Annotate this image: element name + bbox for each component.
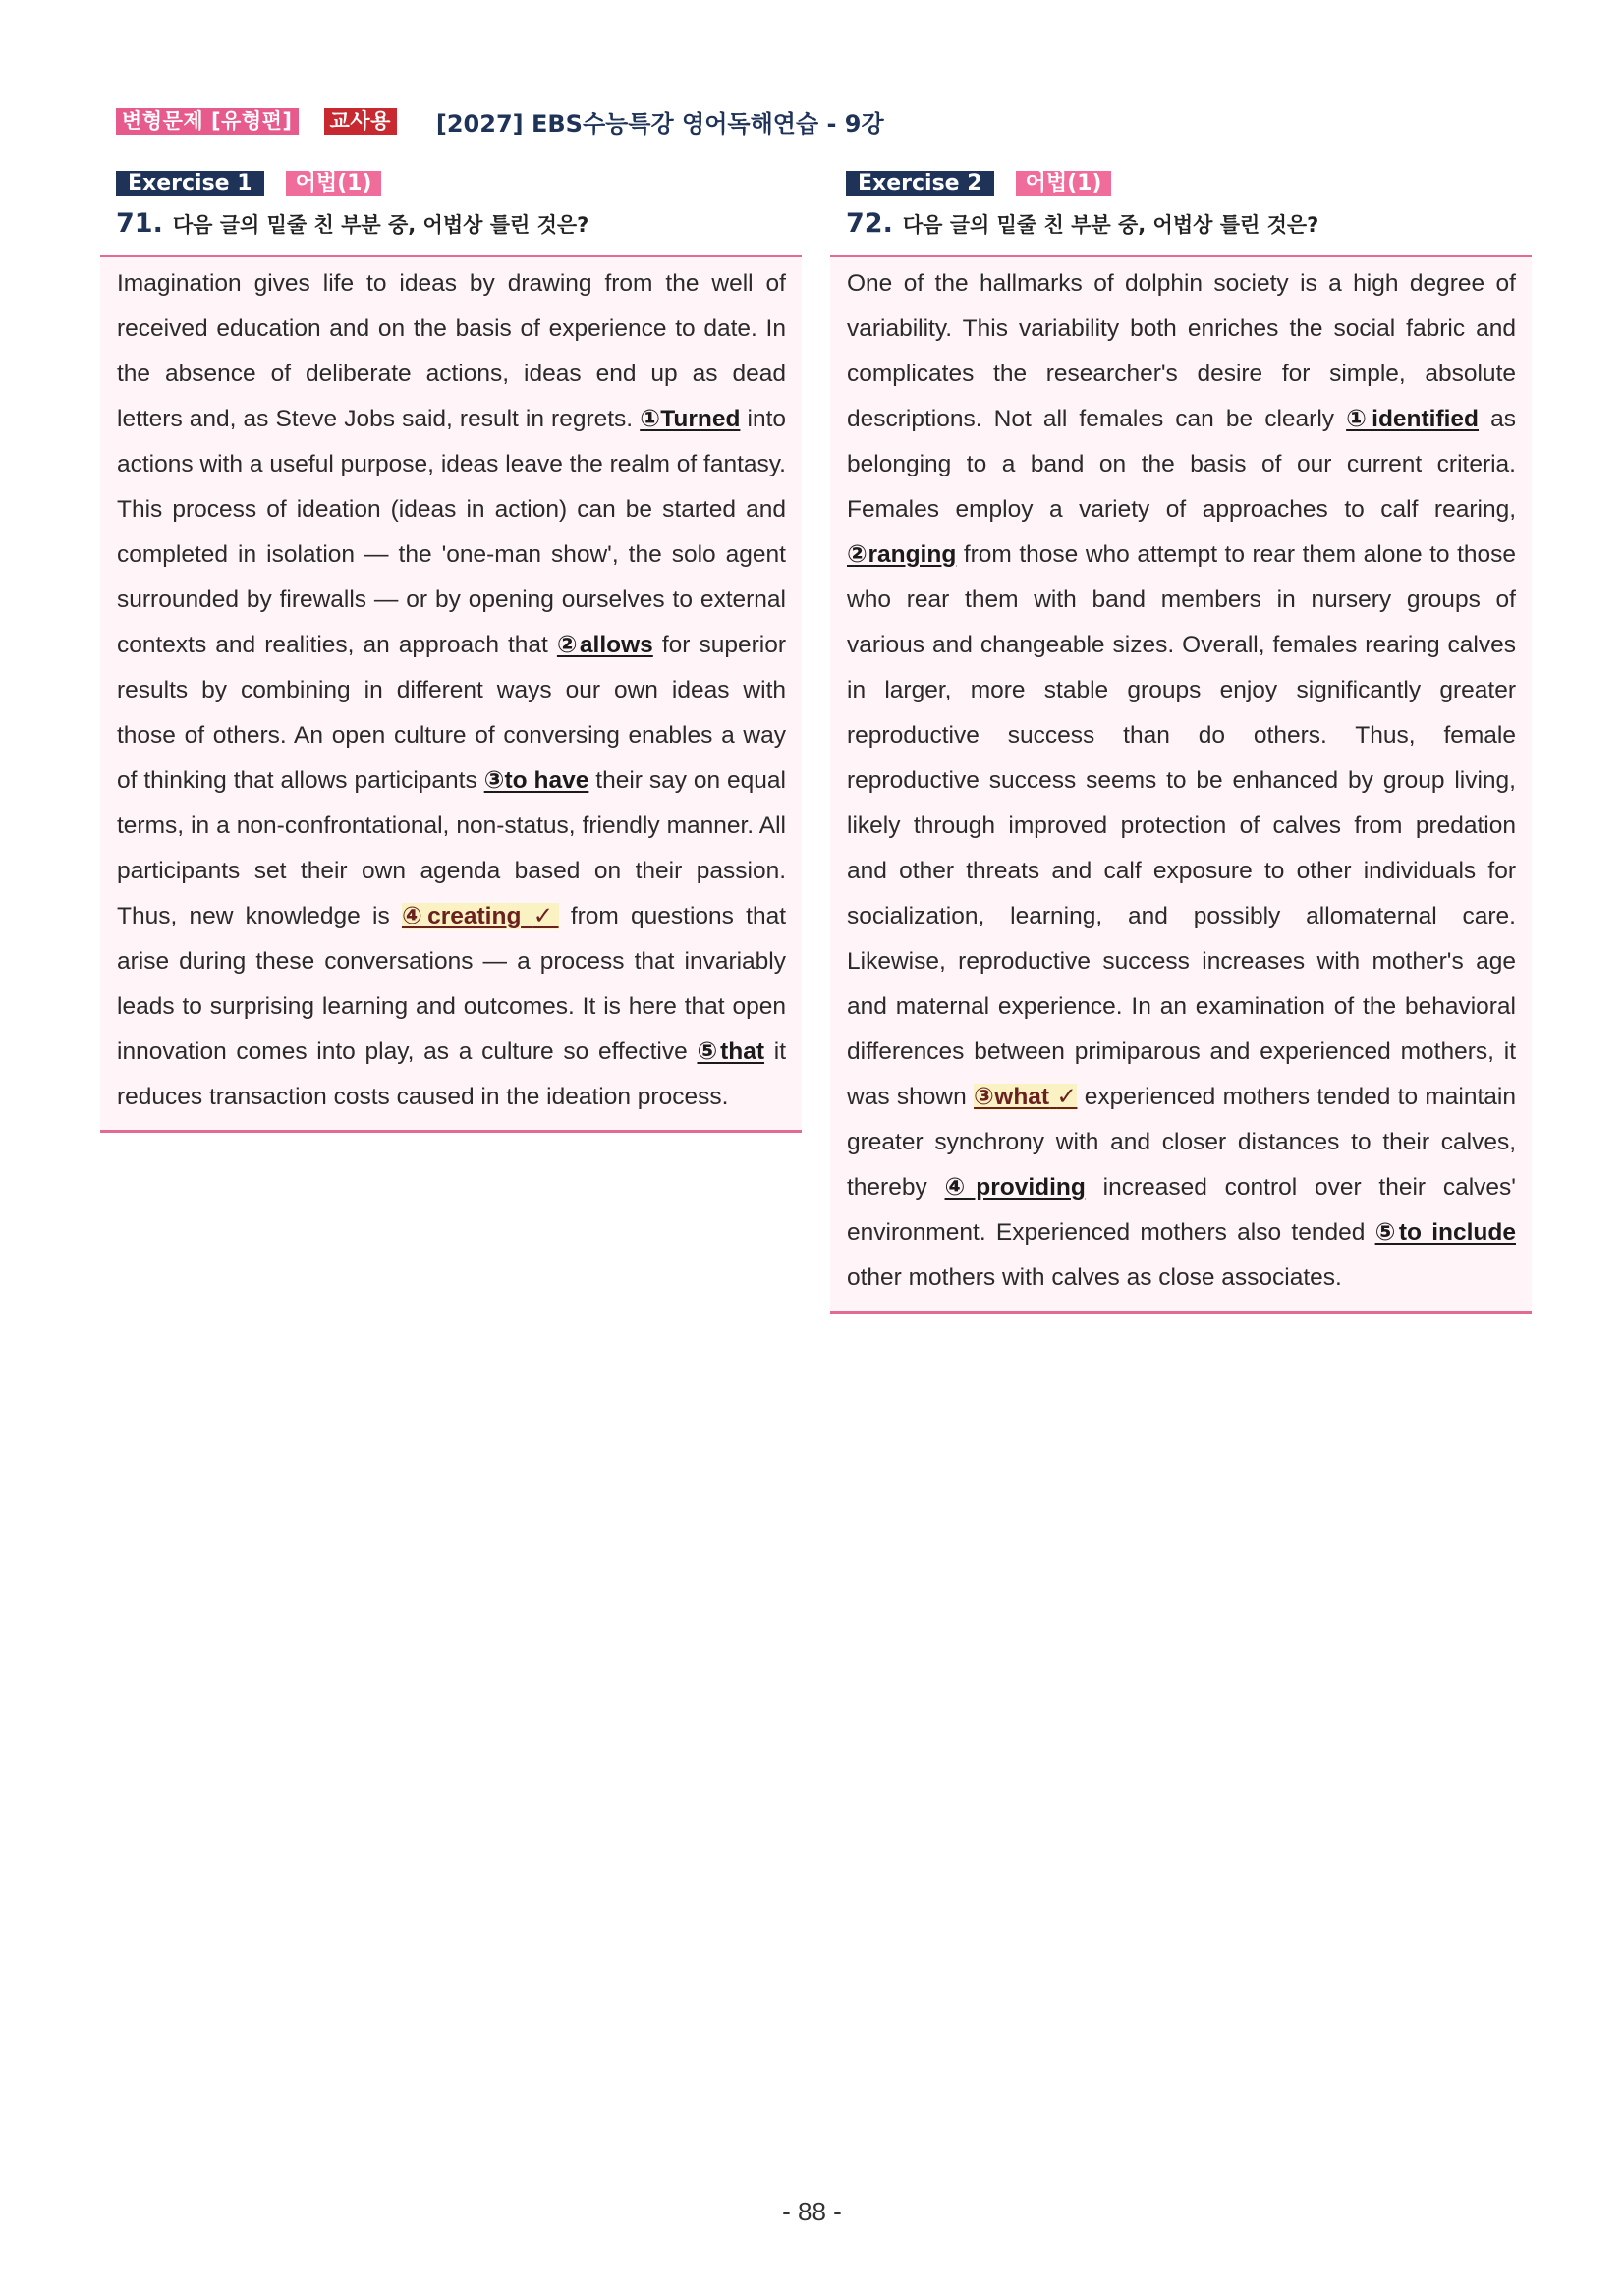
underlined-choice-5: ⑤that [697,1038,765,1065]
exercise-1-column [100,171,802,1133]
passage-text [117,261,786,1120]
exercise-2-column [830,171,1532,1314]
passage-segment: it reduces transaction costs caused in the ideation process. [117,1038,787,1110]
exercise-2-heading [846,171,1532,196]
question-line [846,208,1532,240]
underlined-choice-1: ①identified [1346,406,1480,432]
answer-choice-4 [402,903,559,929]
passage-segment: as belonging to a band on the basis of our current criteria. Females employ a variety of approaches to calf rearing, [847,406,1516,523]
underlined-choice-1: ①Turned [640,406,741,432]
question-text: 다음 글의 밑줄 친 부분 중, 어법상 틀린 것은? [172,213,589,237]
passage-segment: other mothers with calves as close associates. [847,1264,1342,1291]
passage-segment: Imagination gives life to ideas by drawing from the well of received education and on the basis of experience to date. In the absence of deliberate actions, ideas end up as dead letters and, as Steve Jobs said, result in regrets. [117,270,786,432]
underlined-choice-2: ②ranging [847,541,957,568]
exercise-type-badge: 어법(1) [1016,171,1112,196]
question-number: 72. [846,208,893,239]
teacher-edition-tag: 교사용 [324,108,397,135]
passage-segment: from those who attempt to rear them alone to those who rear them with band members in nursery groups of various and changeable sizes. Overall, females rearing calves in larger, more stable groups enjoy significantly greater reproductive success than do others. Thus, female reproductive success seems to be enhanced by group living, likely through improved protection of calves from predation and other threats and calf exposure to other individuals for socialization, learning, and possibly allomaternal care. Likewise, reproductive success increases with mother's age and maternal experience. In an examination of the behavioral differences between primiparous and experienced mothers, it was shown [847,541,1517,1110]
answer-choice-3 [974,1084,1077,1110]
passage-box [100,255,802,1133]
passage-segment: increased control over their calves' environment. Experienced mothers also tended [847,1174,1516,1246]
question-number: 71. [116,208,163,239]
exercise-label: Exercise 2 [846,171,994,196]
page-header [116,106,884,136]
answer-check-icon: ✓ [532,903,559,929]
question-line [116,208,802,240]
question-text: 다음 글의 밑줄 친 부분 중, 어법상 틀린 것은? [902,213,1319,237]
worksheet-type-tag: 변형문제 [유형편] [116,108,299,135]
underlined-choice-5: ⑤to include [1374,1219,1516,1246]
underlined-choice-3: ③to have [483,767,589,794]
passage-box [830,255,1532,1314]
passage-text [847,261,1516,1301]
passage-segment: One of the hallmarks of dolphin society is a high degree of variability. This variability both enriches the social fabric and complicates the researcher's desire for simple, absolute descriptions. Not all females can be clearly [847,270,1516,432]
passage-segment: experienced mothers tended to maintain greater synchrony with and closer distances to their calves, thereby [847,1084,1516,1201]
underlined-choice-4: ④providing [944,1174,1086,1201]
answer-choice-text: ③what [974,1084,1050,1110]
passage-segment: into actions with a useful purpose, ideas leave the realm of fantasy. This process of ideation (ideas in action) can be started and completed in isolation — the 'one-man show', the solo agent surrounded by firewalls — or by opening ourselves to external contexts and realities, an approach that [117,406,787,658]
underlined-choice-2: ②allows [556,632,653,658]
passage-segment: their say on equal terms, in a non-confrontational, non-status, friendly manner. All participants set their own agenda based on their passion. Thus, new knowledge is [117,767,786,929]
passage-segment: for superior results by combining in different ways our own ideas with those of others. An open culture of conversing enables a way of thinking that allows participants [117,632,786,794]
exercise-type-badge: 어법(1) [286,171,382,196]
worksheet-title: [2027] EBS수능특강 영어독해연습 - 9강 [435,109,884,138]
answer-choice-text: ④creating [401,903,522,929]
exercise-1-heading [116,171,802,196]
exercise-label: Exercise 1 [116,171,264,196]
page-number: - 88 - [782,2197,842,2226]
answer-check-icon: ✓ [1056,1084,1078,1110]
passage-segment: from questions that arise during these conversations — a process that invariably leads to surprising learning and outcomes. It is here that open innovation comes into play, as a culture so effective [117,903,787,1065]
